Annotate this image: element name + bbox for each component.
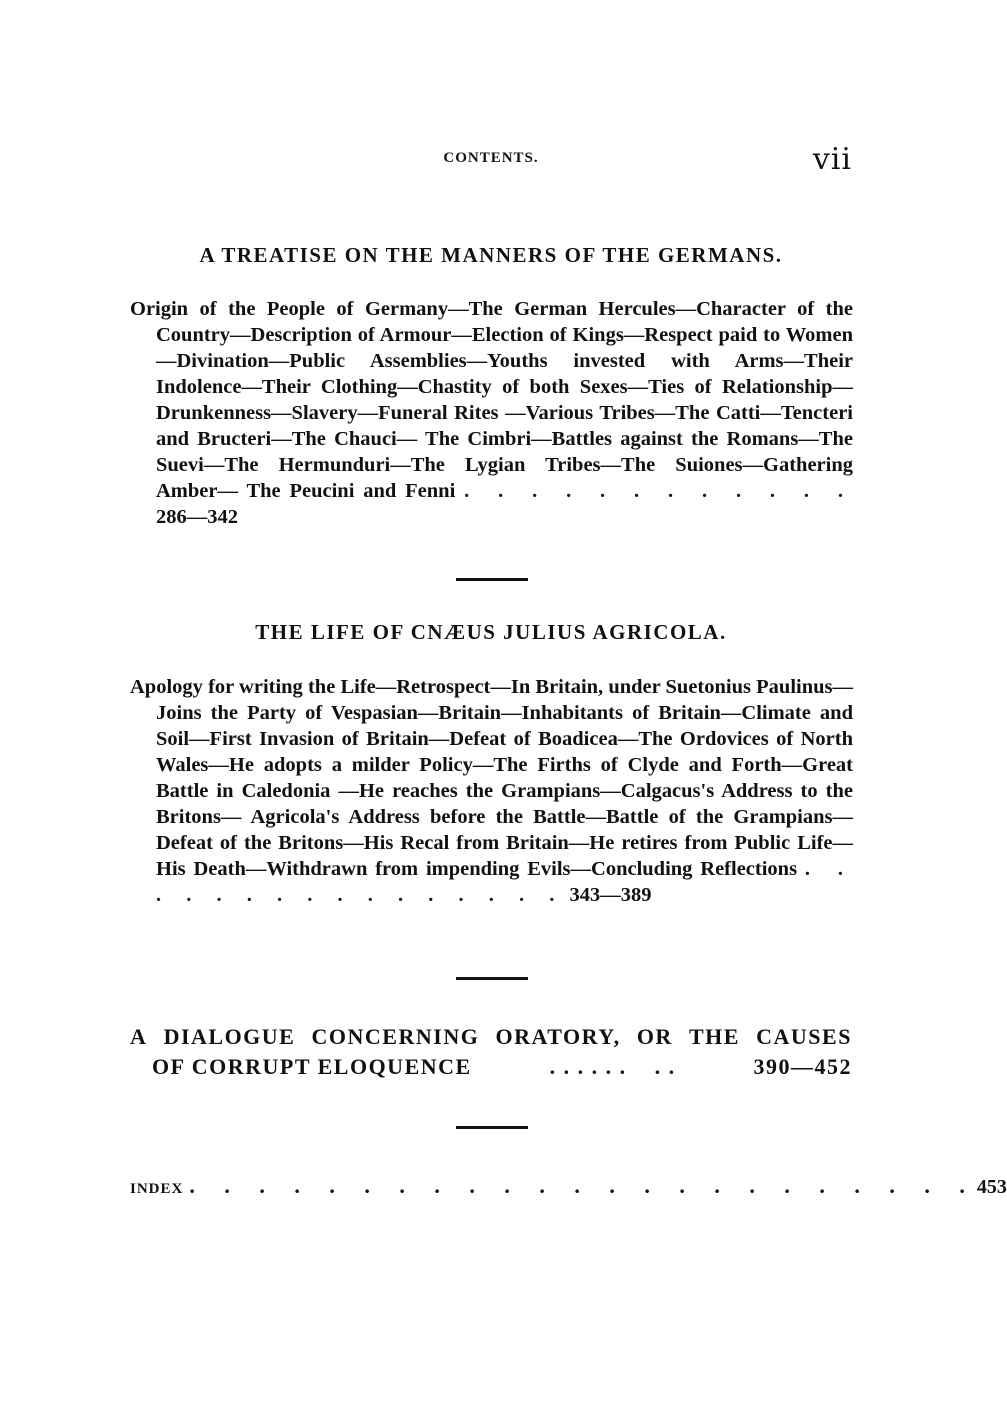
dialogue-entry (130, 1022, 852, 1082)
running-title: CONTENTS. (443, 150, 539, 166)
dot-leader: . . . . . . . . . . . . (464, 480, 854, 502)
dialogue-title-line-1 (130, 1022, 852, 1052)
section-divider (456, 977, 528, 980)
section-divider (456, 578, 528, 581)
section-summary-text: Apology for writing the Life—Retrospect—In Britain, under Suetonius Paulinus—Joins the Party of Vespasian—Britain—Inhabitants of Britain—Climate and Soil—First Invasion of Britain—Defeat of Boadicea—The Ordovices of North Wales—He adopts a milder Policy—The Firths of Clyde and Forth—Great Battle in Caledonia —He reaches the Grampians—Calgacus's Address to the Britons— Agricola's Address before the Battle—Battle of the Grampians—Defeat of the Britons—His Recal from Britain—He retires from Public Life—His Death—Withdrawn from impending Evils—Concluding Reflections (130, 676, 853, 880)
title-word: A (130, 1024, 148, 1049)
page-number: vii (812, 142, 852, 177)
dot-leader: . . . . . . . . . . . . . . . . (156, 858, 854, 906)
title-word: THE (688, 1024, 740, 1049)
page-range: 343—389 (569, 884, 652, 906)
page-range: 390—452 (753, 1054, 852, 1079)
index-label: INDEX (130, 1181, 184, 1197)
section-heading-agricola: THE LIFE OF CNÆUS JULIUS AGRICOLA. (255, 620, 727, 644)
page-range: 286—342 (156, 506, 238, 528)
title-word: CAUSES (756, 1024, 852, 1049)
section-heading-germans: A TREATISE ON THE MANNERS OF THE GERMANS. (199, 243, 783, 267)
dot-leader: . . . . . . . . (549, 1054, 676, 1079)
title-word: OR (636, 1024, 673, 1049)
section-summary-agricola (130, 674, 854, 908)
running-head (130, 142, 852, 182)
index-entry (130, 1173, 1007, 1199)
section-summary-germans (130, 296, 854, 530)
title-word: CONCERNING (311, 1024, 480, 1049)
title-word: DIALOGUE (163, 1024, 296, 1049)
dialogue-title-continuation: OF CORRUPT ELOQUENCE (152, 1054, 472, 1079)
dialogue-title-line-2 (130, 1052, 852, 1082)
section-summary-text: Origin of the People of Germany—The German Hercules—Character of the Country—Description of Armour—Election of Kings—Respect paid to Women—Divination—Public Assemblies—Youths invested with Arms—Their Indolence—Their Clothing—Chastity of both Sexes—Ties of Relationship—Drunkenness—Slavery—Funeral Rites —Various Tribes—The Catti—Tencteri and Bructeri—The Chauci— The Cimbri—Battles against the Romans—The Suevi—The Hermunduri—The Lygian Tribes—The Suiones—Gathering Amber— The Peucini and Fenni (130, 298, 853, 502)
dot-leader: . . . . . . . . . . . . . . . . . . . . . . . (189, 1173, 977, 1198)
section-divider (456, 1126, 528, 1129)
title-word: ORATORY, (495, 1024, 621, 1049)
index-page-number: 453 (976, 1176, 1007, 1198)
